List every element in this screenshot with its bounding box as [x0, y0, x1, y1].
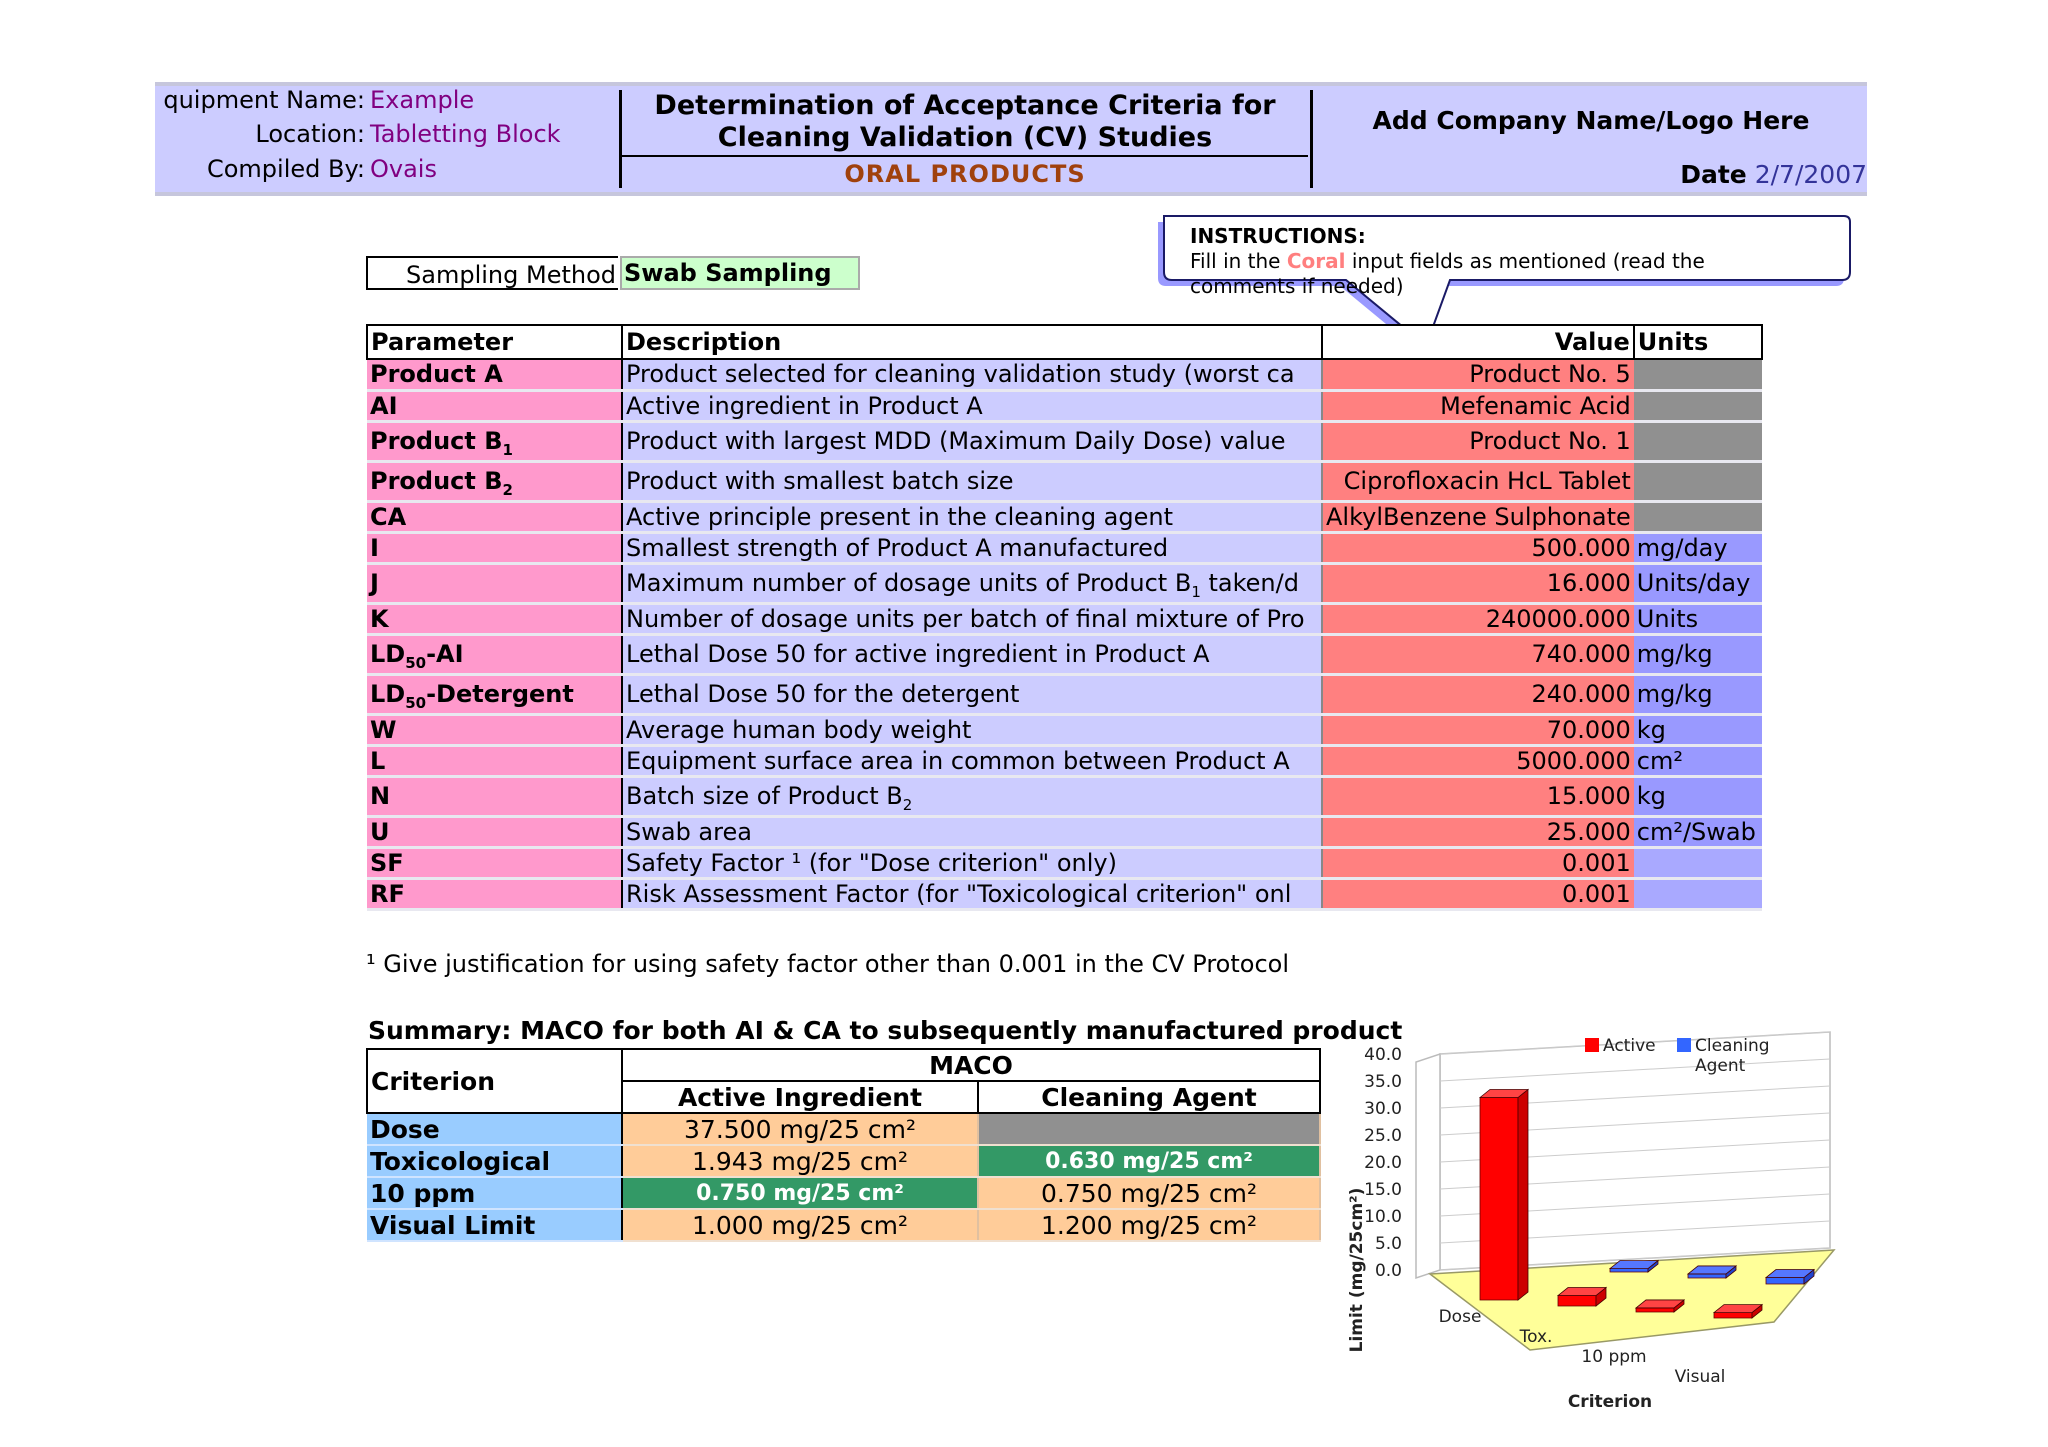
legend-swatch-cleaning	[1677, 1038, 1691, 1052]
parameter-name: U	[367, 816, 622, 847]
parameter-units	[1634, 421, 1762, 461]
parameter-name: Product $B_2$	[367, 461, 622, 501]
parameter-units: Units/day	[1634, 563, 1762, 603]
instructions-highlight: Coral	[1286, 249, 1346, 273]
summary-active-value: 1.000 mg/25 cm²	[622, 1209, 978, 1241]
parameter-name: SF	[367, 847, 622, 878]
x-category-label: 10 ppm	[1581, 1347, 1647, 1367]
header-divider-right	[1310, 90, 1313, 188]
parameter-name: I	[367, 532, 622, 563]
parameter-description: Number of dosage units per batch of final mixture of Pro	[622, 603, 1322, 634]
summary-row	[367, 1113, 1320, 1145]
parameter-table	[366, 324, 1763, 911]
parameter-value-input[interactable]: Mefenamic Acid	[1322, 390, 1634, 421]
parameter-description: Product with largest MDD (Maximum Daily Dose) value	[622, 421, 1322, 461]
title-line-1: Determination of Acceptance Criteria for	[654, 90, 1276, 121]
footnote: ¹ Give justification for using safety factor other than 0.001 in the CV Protocol	[366, 950, 1290, 978]
summary-cleaning-value: 0.750 mg/25 cm²	[978, 1177, 1320, 1209]
y-axis-label: Limit (mg/25cm²)	[1347, 1187, 1367, 1353]
sampling-method-select[interactable]: Swab Sampling	[620, 256, 860, 290]
summary-active-value: 0.750 mg/25 cm²	[622, 1177, 978, 1209]
y-tick-label: 0.0	[1374, 1261, 1402, 1281]
parameter-row	[367, 603, 1762, 634]
summary-table	[366, 1048, 1321, 1242]
x-category-label: Visual	[1674, 1367, 1726, 1387]
location-value[interactable]: Tabletting Block	[370, 120, 561, 148]
summary-row	[367, 1209, 1320, 1241]
parameter-value-input[interactable]: Product No. 5	[1322, 359, 1634, 390]
parameter-units: kg	[1634, 714, 1762, 745]
summary-header-active: Active Ingredient	[622, 1081, 978, 1113]
instructions-line-2: comments if needed)	[1190, 274, 1404, 298]
header-units: Units	[1634, 325, 1762, 359]
title-underline	[622, 155, 1308, 157]
parameter-row	[367, 878, 1762, 909]
parameter-value-input[interactable]: 70.000	[1322, 714, 1634, 745]
bar-active-3	[1714, 1313, 1752, 1318]
bar-active-2	[1636, 1308, 1674, 1312]
compiled-by-value[interactable]: Ovais	[370, 155, 437, 183]
parameter-units: mg/kg	[1634, 674, 1762, 714]
header-description: Description	[622, 325, 1322, 359]
legend-swatch-active	[1585, 1038, 1599, 1052]
summary-criterion: Visual Limit	[367, 1209, 622, 1241]
parameter-value-input[interactable]: 16.000	[1322, 563, 1634, 603]
parameter-name: $LD_{50}-AI$	[367, 634, 622, 674]
parameter-row	[367, 563, 1762, 603]
legend-label-active: Active	[1603, 1036, 1656, 1056]
instructions-line-1	[1190, 249, 1705, 274]
header-parameter: Parameter	[367, 325, 622, 359]
parameter-value-input[interactable]: 240.000	[1322, 674, 1634, 714]
parameter-description: Average human body weight	[622, 714, 1322, 745]
parameter-description: Risk Assessment Factor (for "Toxicological criterion" onl	[622, 878, 1322, 909]
date-label: Date	[1680, 160, 1747, 189]
parameter-units	[1634, 390, 1762, 421]
summary-active-value: 37.500 mg/25 cm²	[622, 1113, 978, 1145]
y-tick-label: 15.0	[1364, 1180, 1402, 1200]
parameter-units	[1634, 461, 1762, 501]
parameter-units: kg	[1634, 776, 1762, 816]
parameter-row	[367, 421, 1762, 461]
legend-label-cleaning-2: Agent	[1695, 1056, 1746, 1076]
y-tick-label: 40.0	[1364, 1045, 1402, 1065]
parameter-description: Smallest strength of Product A manufactured	[622, 532, 1322, 563]
parameter-units	[1634, 359, 1762, 390]
parameter-units: cm²	[1634, 745, 1762, 776]
parameter-value-input[interactable]: Ciprofloxacin HcL Tablet	[1322, 461, 1634, 501]
date-field	[1315, 160, 1867, 189]
y-tick-label: 20.0	[1364, 1153, 1402, 1173]
parameter-name: AI	[367, 390, 622, 421]
sampling-method-label: Sampling Method	[366, 256, 618, 290]
company-logo-placeholder: Add Company Name/Logo Here	[1372, 106, 1810, 135]
parameter-description: Swab area	[622, 816, 1322, 847]
parameter-description: Batch size of Product $B_2$	[622, 776, 1322, 816]
summary-criterion: Dose	[367, 1113, 622, 1145]
parameter-row	[367, 390, 1762, 421]
y-tick-label: 5.0	[1374, 1234, 1402, 1254]
parameter-units	[1634, 501, 1762, 532]
title-line-2: Cleaning Validation (CV) Studies	[717, 122, 1213, 153]
parameter-name: L	[367, 745, 622, 776]
parameter-value-input[interactable]: 15.000	[1322, 776, 1634, 816]
instructions-suffix: input fields as mentioned (read the	[1345, 249, 1705, 273]
parameter-row	[367, 501, 1762, 532]
y-tick-label: 25.0	[1364, 1126, 1402, 1146]
summary-title: Summary: MACO for both AI & CA to subsequently manufactured product	[368, 1016, 1403, 1045]
parameter-table-header	[367, 325, 1762, 359]
parameter-name: Product $B_1$	[367, 421, 622, 461]
parameter-description: Product selected for cleaning validation study (worst ca	[622, 359, 1322, 390]
summary-header-maco: MACO	[622, 1049, 1320, 1081]
equipment-name-value[interactable]: Example	[370, 86, 475, 114]
summary-row	[367, 1145, 1320, 1177]
instructions-title: INSTRUCTIONS:	[1190, 224, 1366, 248]
date-value[interactable]: 2/7/2007	[1754, 160, 1867, 189]
parameter-description: Lethal Dose 50 for the detergent	[622, 674, 1322, 714]
parameter-units: mg/day	[1634, 532, 1762, 563]
parameter-row	[367, 745, 1762, 776]
page-subtitle: ORAL PRODUCTS	[844, 160, 1086, 188]
parameter-row	[367, 776, 1762, 816]
parameter-name: $LD_{50}$-Detergent	[367, 674, 622, 714]
x-category-label: Dose	[1438, 1307, 1482, 1327]
instructions-text	[1190, 224, 1705, 299]
parameter-units: Units	[1634, 603, 1762, 634]
parameter-value-input[interactable]: 500.000	[1322, 532, 1634, 563]
bar-active-0	[1480, 1098, 1518, 1301]
parameter-row	[367, 714, 1762, 745]
equipment-name-label: quipment Name:	[163, 86, 365, 114]
parameter-value-input[interactable]: 240000.000	[1322, 603, 1634, 634]
parameter-description: Lethal Dose 50 for active ingredient in Product A	[622, 634, 1322, 674]
parameter-name: W	[367, 714, 622, 745]
summary-active-value: 1.943 mg/25 cm²	[622, 1145, 978, 1177]
parameter-description: Equipment surface area in common between Product A	[622, 745, 1322, 776]
parameter-units: mg/kg	[1634, 634, 1762, 674]
summary-cleaning-value: 1.200 mg/25 cm²	[978, 1209, 1320, 1241]
parameter-name: RF	[367, 878, 622, 909]
bar-cleaning-agent-1	[1610, 1269, 1648, 1272]
bar-cleaning-agent-3	[1766, 1278, 1804, 1284]
parameter-name: K	[367, 603, 622, 634]
parameter-value-input[interactable]: 740.000	[1322, 634, 1634, 674]
x-category-label: Tox.	[1519, 1327, 1553, 1347]
parameter-row	[367, 532, 1762, 563]
parameter-row	[367, 359, 1762, 390]
parameter-value-input[interactable]: Product No. 1	[1322, 421, 1634, 461]
legend-label-cleaning-1: Cleaning	[1695, 1036, 1770, 1056]
parameter-name: Product A	[367, 359, 622, 390]
parameter-value-input[interactable]: 25.000	[1322, 816, 1634, 847]
instructions-prefix: Fill in the	[1190, 249, 1287, 273]
parameter-description: Maximum number of dosage units of Product $B_1$ taken/d	[622, 563, 1322, 603]
parameter-row	[367, 816, 1762, 847]
parameter-name: CA	[367, 501, 622, 532]
summary-header-cleaning: Cleaning Agent	[978, 1081, 1320, 1113]
summary-criterion: Toxicological	[367, 1145, 622, 1177]
summary-criterion: 10 ppm	[367, 1177, 622, 1209]
parameter-description: Active ingredient in Product A	[622, 390, 1322, 421]
parameter-row	[367, 674, 1762, 714]
location-label: Location:	[255, 120, 365, 148]
page-title	[622, 90, 1308, 154]
parameter-row	[367, 461, 1762, 501]
bar-cleaning-agent-2	[1688, 1274, 1726, 1278]
chart-side-wall	[1416, 1054, 1440, 1278]
x-axis-label: Criterion	[1567, 1392, 1653, 1412]
parameter-value-input[interactable]: 0.001	[1322, 878, 1634, 909]
parameter-value-input[interactable]: 5000.000	[1322, 745, 1634, 776]
parameter-description: Product with smallest batch size	[622, 461, 1322, 501]
parameter-value-input[interactable]: 0.001	[1322, 847, 1634, 878]
parameter-units: cm²/Swab	[1634, 816, 1762, 847]
summary-cleaning-value	[978, 1113, 1320, 1145]
y-tick-label: 30.0	[1364, 1099, 1402, 1119]
parameter-name: J	[367, 563, 622, 603]
summary-cleaning-value: 0.630 mg/25 cm²	[978, 1145, 1320, 1177]
parameter-row	[367, 634, 1762, 674]
bar-active-1	[1558, 1296, 1596, 1306]
parameter-value-input[interactable]: AlkylBenzene Sulphonate	[1322, 501, 1634, 532]
header-band	[155, 82, 1867, 196]
summary-row	[367, 1177, 1320, 1209]
parameter-name: N	[367, 776, 622, 816]
bar-side-0-0	[1518, 1090, 1528, 1301]
y-tick-label: 35.0	[1364, 1072, 1402, 1092]
parameter-units	[1634, 878, 1762, 909]
maco-chart	[1340, 1030, 1860, 1412]
parameter-description: Active principle present in the cleaning agent	[622, 501, 1322, 532]
y-tick-label: 10.0	[1364, 1207, 1402, 1227]
parameter-units	[1634, 847, 1762, 878]
compiled-by-label: Compiled By:	[206, 155, 365, 183]
parameter-description: Safety Factor ¹ (for "Dose criterion" only)	[622, 847, 1322, 878]
parameter-row	[367, 847, 1762, 878]
summary-header-criterion: Criterion	[367, 1049, 622, 1113]
header-value: Value	[1322, 325, 1634, 359]
